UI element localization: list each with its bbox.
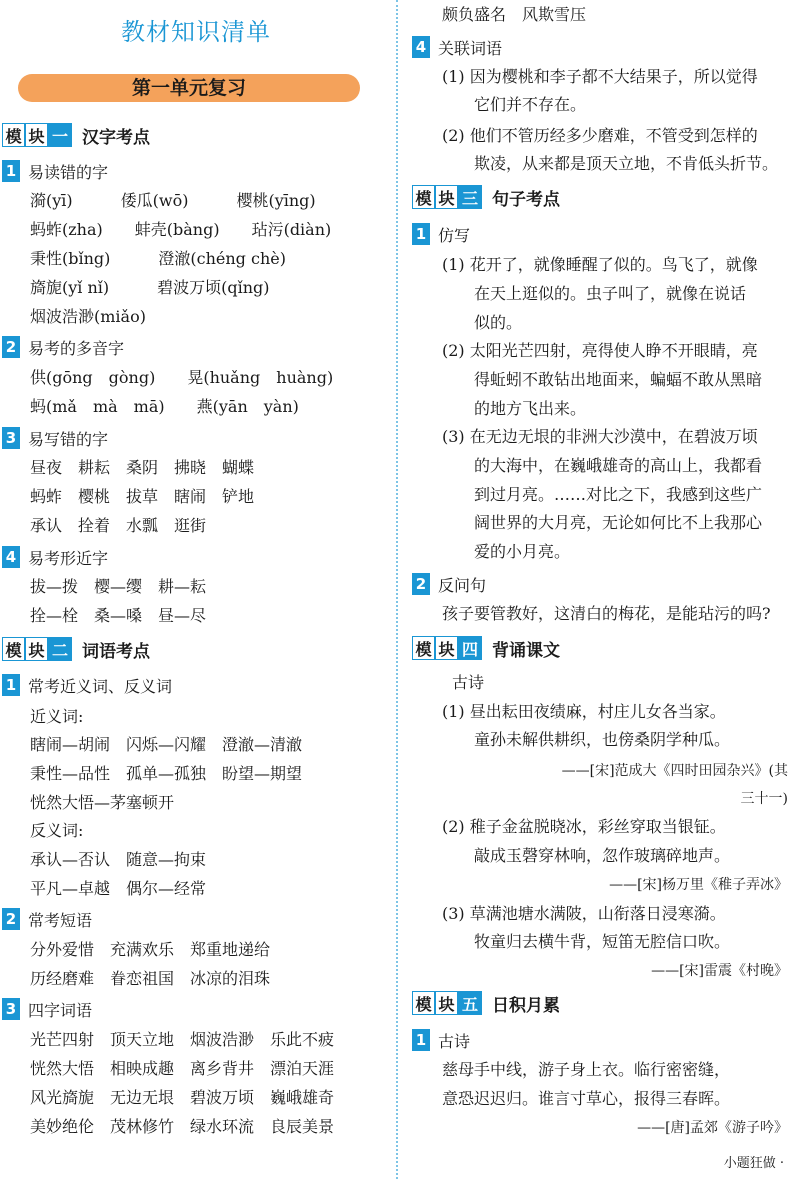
module-heading-1 — [2, 122, 150, 148]
text-line: 恍然大悟 相映成趣 离乡背井 漂泊天涯 — [30, 1059, 335, 1078]
section-title: 四字词语 — [28, 1000, 93, 1020]
left-column — [0, 0, 392, 1179]
text-line: (2) 稚子金盆脱晓冰，彩丝穿取当银钲。 — [442, 817, 726, 836]
section-heading — [2, 673, 172, 697]
module-number: 五 — [458, 991, 482, 1015]
page-title: 教材知识清单 — [121, 18, 271, 46]
section-heading — [412, 35, 502, 59]
text-line: 古诗 — [452, 673, 485, 692]
section-number: 4 — [2, 546, 20, 568]
module-title: 句子考点 — [492, 189, 560, 210]
module-char-kuai: 块 — [435, 991, 458, 1015]
text-line: 恍然大悟—茅塞顿开 — [30, 793, 175, 812]
module-char-mo: 模 — [412, 991, 435, 1015]
text-line: 童孙未解供耕织，也傍桑阴学种瓜。 — [474, 730, 731, 749]
text-line: 蚂蚱(zha) 蚌壳(bàng) 玷污(diàn) — [30, 220, 332, 239]
module-title: 日积月累 — [492, 995, 560, 1016]
text-line: 烟波浩渺(miǎo) — [30, 307, 146, 326]
text-line: 承认 拴着 水瓢 逛街 — [30, 516, 207, 535]
text-line: (2) 太阳光芒四射，亮得使人睁不开眼睛，亮 — [442, 341, 758, 360]
text-line: 它们并不存在。 — [474, 95, 587, 114]
text-line: 似的。 — [474, 313, 523, 332]
text-line: 分外爱惜 充满欢乐 郑重地递给 — [30, 940, 271, 959]
text-line: 漪(yī) 倭瓜(wō) 樱桃(yīng) — [30, 191, 316, 210]
citation: ——[宋]杨万里《稚子弄冰》 — [609, 877, 788, 893]
section-heading — [2, 426, 108, 450]
text-line: 美妙绝伦 茂林修竹 绿水环流 良辰美景 — [30, 1117, 335, 1136]
module-heading-5 — [412, 990, 560, 1016]
section-heading — [2, 545, 108, 569]
citation: 三十一) — [740, 791, 788, 807]
text-line: 意恐迟迟归。谁言寸草心，报得三春晖。 — [442, 1089, 731, 1108]
section-heading — [412, 1028, 470, 1052]
column-divider — [396, 0, 398, 1179]
module-title: 背诵课文 — [492, 640, 560, 661]
text-line: 在天上逛似的。虫子叫了，就像在说话 — [474, 284, 747, 303]
section-heading — [412, 222, 470, 246]
section-heading — [2, 335, 124, 359]
text-line: 的地方飞出来。 — [474, 399, 587, 418]
text-line: 蚂(mǎ mà mā) 燕(yān yàn) — [30, 397, 299, 416]
module-number: 三 — [458, 185, 482, 209]
right-column — [408, 0, 790, 1179]
text-line: 承认—否认 随意—拘束 — [30, 850, 207, 869]
text-line: 慈母手中线，游子身上衣。临行密密缝， — [442, 1060, 731, 1079]
text-line: (2) 他们不管历经多少磨难，不管受到怎样的 — [442, 126, 758, 145]
module-char-mo: 模 — [412, 185, 435, 209]
text-line: 欺凌，从来都是顶天立地，不肯低头折节。 — [474, 154, 779, 173]
section-heading — [2, 907, 92, 931]
module-char-mo: 模 — [412, 636, 435, 660]
text-line: (3) 在无边无垠的非洲大沙漠中，在碧波万顷 — [442, 427, 758, 446]
section-title: 常考近义词、反义词 — [28, 676, 173, 696]
section-number: 1 — [412, 223, 430, 245]
section-number: 1 — [412, 1029, 430, 1051]
section-heading — [412, 572, 486, 596]
section-heading — [2, 159, 108, 183]
section-title: 易读错的字 — [28, 162, 109, 182]
text-line: 旖旎(yǐ nǐ) 碧波万顷(qǐng) — [30, 278, 270, 297]
text-line: 得蚯蚓不敢钻出地面来，蝙蝠不敢从黑暗 — [474, 370, 763, 389]
text-line: 反义词: — [30, 821, 84, 840]
module-heading-4 — [412, 635, 560, 661]
text-line: 敲成玉磬穿林响，忽作玻璃碎地声。 — [474, 846, 731, 865]
module-number: 二 — [48, 637, 72, 661]
text-line: (3) 草满池塘水满陂，山衔落日浸寒漪。 — [442, 904, 726, 923]
section-title: 常考短语 — [28, 910, 93, 930]
text-line: 到过月亮。……对比之下，我感到这些广 — [474, 485, 763, 504]
section-title: 仿写 — [438, 225, 471, 245]
text-line: 瞎闹—胡闹 闪烁—闪耀 澄澈—清澈 — [30, 735, 303, 754]
text-line: 阔世界的大月亮，无论如何比不上我那心 — [474, 513, 763, 532]
section-number: 2 — [412, 573, 430, 595]
module-char-kuai: 块 — [25, 637, 48, 661]
text-line: 牧童归去横牛背，短笛无腔信口吹。 — [474, 932, 731, 951]
section-number: 2 — [2, 336, 20, 358]
citation: ——[宋]范成大《四时田园杂兴》(其 — [561, 763, 788, 779]
module-heading-2 — [2, 636, 150, 662]
section-title: 易写错的字 — [28, 429, 109, 449]
section-title: 关联词语 — [438, 38, 503, 58]
text-line: (1) 昼出耘田夜绩麻，村庄儿女各当家。 — [442, 702, 726, 721]
section-number: 4 — [412, 36, 430, 58]
module-number: 四 — [458, 636, 482, 660]
section-number: 1 — [2, 160, 20, 182]
unit-banner: 第一单元复习 — [18, 74, 360, 102]
module-title: 汉字考点 — [82, 127, 150, 148]
text-line: 拴—栓 桑—嗓 昼—尽 — [30, 606, 207, 625]
module-char-kuai: 块 — [25, 123, 48, 147]
module-number: 一 — [48, 123, 72, 147]
module-char-mo: 模 — [2, 123, 25, 147]
section-number: 1 — [2, 674, 20, 696]
text-line: 爱的小月亮。 — [474, 542, 571, 561]
text-line: 风光旖旎 无边无垠 碧波万顷 巍峨雄奇 — [30, 1088, 335, 1107]
text-line: 蚂蚱 樱桃 拔草 瞎闹 铲地 — [30, 487, 255, 506]
text-line: 平凡—卓越 偶尔—经常 — [30, 879, 207, 898]
text-line: 的大海中，在巍峨雄奇的高山上，我都看 — [474, 456, 763, 475]
citation: ——[唐]孟郊《游子吟》 — [637, 1120, 788, 1136]
module-char-kuai: 块 — [435, 185, 458, 209]
section-title: 易考的多音字 — [28, 338, 125, 358]
text-line: 供(gōng gòng) 晃(huǎng huàng) — [30, 368, 334, 387]
text-line: 孩子要管教好，这清白的梅花，是能玷污的吗? — [442, 604, 771, 623]
module-title: 词语考点 — [82, 641, 150, 662]
text-line: 光芒四射 顶天立地 烟波浩渺 乐此不疲 — [30, 1030, 335, 1049]
text-line: 秉性(bǐng) 澄澈(chéng chè) — [30, 249, 286, 268]
citation: ——[宋]雷震《村晚》 — [651, 963, 788, 979]
module-heading-3 — [412, 184, 560, 210]
section-title: 古诗 — [438, 1031, 471, 1051]
text-line: (1) 花开了，就像睡醒了似的。鸟飞了，就像 — [442, 255, 758, 274]
module-char-kuai: 块 — [435, 636, 458, 660]
text-line: 秉性—品性 孤单—孤独 盼望—期望 — [30, 764, 303, 783]
text-line: 颇负盛名 风欺雪压 — [442, 5, 587, 24]
text-line: 拔—拨 樱—缨 耕—耘 — [30, 577, 207, 596]
module-char-mo: 模 — [2, 637, 25, 661]
section-title: 反问句 — [438, 575, 487, 595]
text-line: (1) 因为樱桃和李子都不大结果子，所以觉得 — [442, 67, 758, 86]
section-number: 3 — [2, 998, 20, 1020]
text-line: 历经磨难 眷恋祖国 冰凉的泪珠 — [30, 969, 271, 988]
page-footer: 小题狂做 · — [723, 1156, 784, 1171]
section-title: 易考形近字 — [28, 548, 109, 568]
text-line: 近义词: — [30, 707, 84, 726]
section-number: 3 — [2, 427, 20, 449]
text-line: 昼夜 耕耘 桑阴 拂晓 蝴蝶 — [30, 458, 255, 477]
section-number: 2 — [2, 908, 20, 930]
section-heading — [2, 997, 92, 1021]
